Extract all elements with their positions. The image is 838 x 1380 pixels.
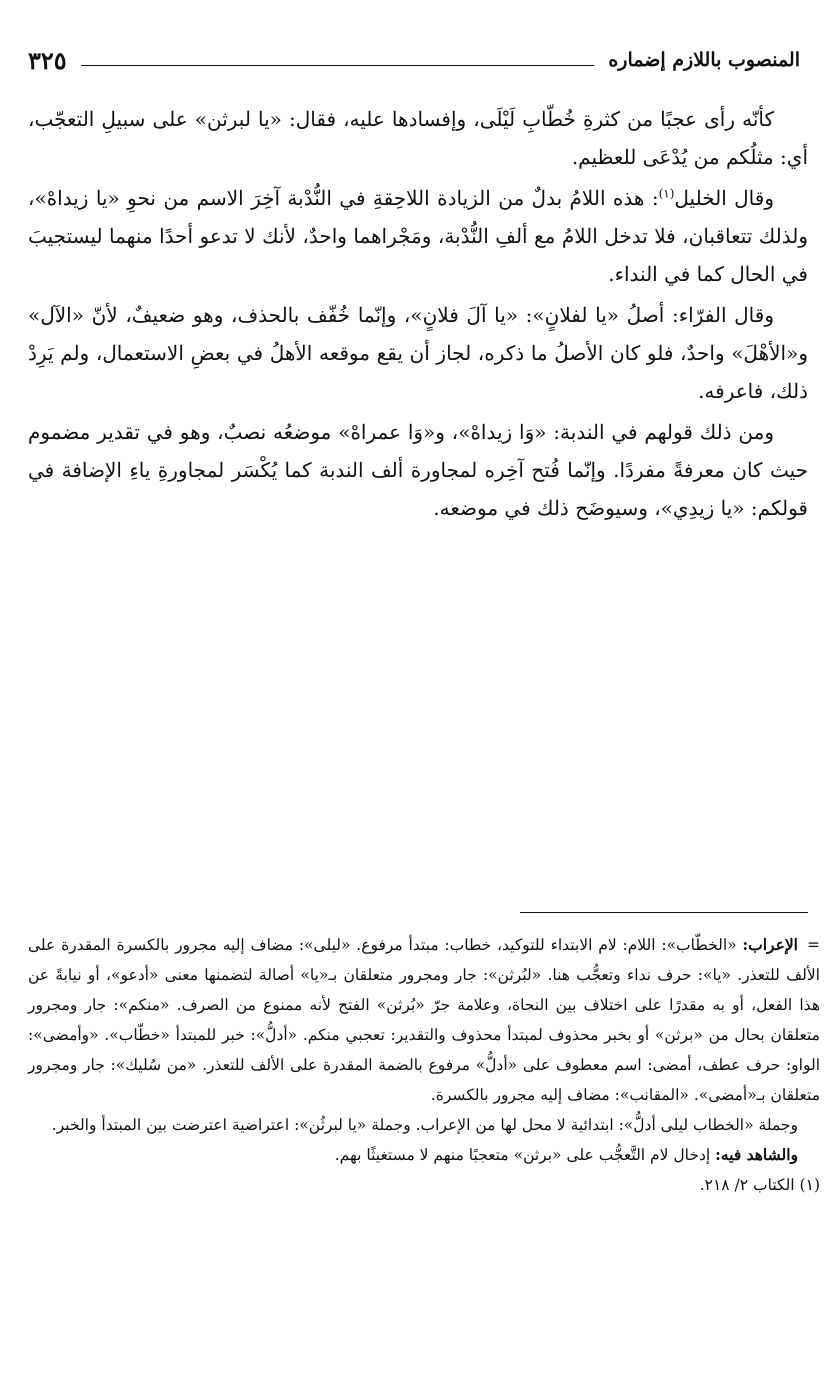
footnote-jumla: وجملة «الخطاب ليلى أدلُّ»: ابتدائية لا محل لها من الإعراب. وجملة «يا لبرثُن»: اعتراضية اعترضت بين المبتدأ والخبر.	[51, 1116, 798, 1134]
paragraph: كأنّه رأى عجبًا من كثرةِ خُطّابِ لَيْلَى، وإفسادها عليه، فقال: «يا لبرثن» على سبيلِ التعجّب، أي: مثلُكم من يُدْعَى للعظيم.	[28, 107, 808, 169]
header-rule	[81, 65, 595, 66]
paragraph-khalil: وقال الخليل$^{(١)}$: هذه اللامُ بدلٌ من الزيادة اللاحِقةِ في النُّدْبة آخِرَ الاسم من نحوِ «يا زيداهْ»، ولذلك تتعاقبان، فلا تدخل اللامُ مع ألفِ النُّدْبة، ومَجْراهما واحدٌ، لأنك لا تدعو أحدًا منهما ليستجيبَ في الحال كما في النداء.	[28, 186, 808, 286]
footnote-ref: (١)	[658, 186, 675, 201]
paragraph: وقال الفرّاء: أصلُ «يا لفلانٍ»: «يا آلَ فلانٍ»، وإنّما خُفّف بالحذف، وهو ضعيفٌ، لأنّ «الآل» و«الأهْلَ» واحدٌ، فلو كان الأصلُ ما ذكره، لجاز أن يقع موقعه الأهلُ في بعضِ الاستعمال، ولم يَرِدْ ذلك، فاعرفه.	[28, 303, 808, 403]
i3rab-label: الإعراب:	[742, 935, 798, 954]
footnote-i3rab	[28, 930, 820, 1110]
footnote-1-text: الكتاب ٢/ ٢١٨.	[699, 1176, 795, 1194]
shahid-text: إدخال لام التَّعجُّب على «برثن» متعجبًا منهم لا مستغيثًا بهم.	[334, 1146, 711, 1164]
khalil-lead: وقال الخليل	[674, 186, 774, 210]
main-text	[28, 100, 808, 530]
continuation-mark: =	[806, 936, 820, 954]
footnote-1-marker: (١)	[799, 1176, 820, 1194]
footnote-1	[28, 1170, 820, 1200]
footnote-shahid	[28, 1140, 820, 1170]
footnote-separator	[520, 912, 808, 913]
running-header	[28, 40, 800, 80]
paragraph: ومن ذلك قولهم في الندبة: «وَا زيداهْ»، و«وَا عمراهْ» موضعُه نصبٌ، وهو في تقدير مضموم حيث كان معرفةً مفردًا. وإنّما فُتح آخِره لمجاورة ألف الندبة كما يُكْسَر لمجاورةِ ياءِ الإضافة في قولكم: «يا زيدِي»، وسيوضَح ذلك في موضعه.	[28, 420, 808, 520]
page-number: ٣٢٥	[28, 45, 67, 75]
i3rab-text: «الخطّاب»: اللام: لام الابتداء للتوكيد، خطاب: مبتدأ مرفوع. «ليلى»: مضاف إليه مجرور بالكسرة المقدرة على الألف للتعذر. «يا»: حرف نداء وتعجُّب هنا. «لبُرثن»: جار ومجرور متعلقان بـ«يا» أصالة لتضمنها معنى «أدعو»، أو نيابةً عن هذا الفعل، أو به مقدرًا على اختلاف بين النحاة، وعلامة جرّ «بُرثن» الفتح لأنه ممنوع من الصرف. «منكم»: جار ومجرور متعلقان بحال من «برثن» أو بخبر محذوف لمبتدأ محذوف والتقدير: تعجبي منكم. «أدلُّ»: خبر للمبتدأ «خطّاب». «وأمضى»: الواو: حرف عطف، أمضى: اسم معطوف على «أدلُّ» مرفوع بالضمة المقدرة على الألف للتعذر. «من سُليك»: جار ومجرور متعلقان بـ«أمضى». «المقانب»: مضاف إليه مجرور بالكسرة.	[28, 936, 820, 1104]
chapter-title: المنصوب باللازم إضماره	[608, 49, 800, 71]
footnotes	[28, 930, 820, 1200]
khalil-text: هذه اللامُ بدلٌ من الزيادة اللاحِقةِ في النُّدْبة آخِرَ الاسم من نحوِ «يا زيداهْ»، ولذلك تتعاقبان، فلا تدخل اللامُ مع ألفِ النُّدْبة، ومَجْراهما واحدٌ، لأنك لا تدعو أحدًا منهما ليستجيبَ في الحال كما في النداء.	[28, 186, 808, 286]
shahid-label: والشاهد فيه:	[715, 1145, 798, 1164]
